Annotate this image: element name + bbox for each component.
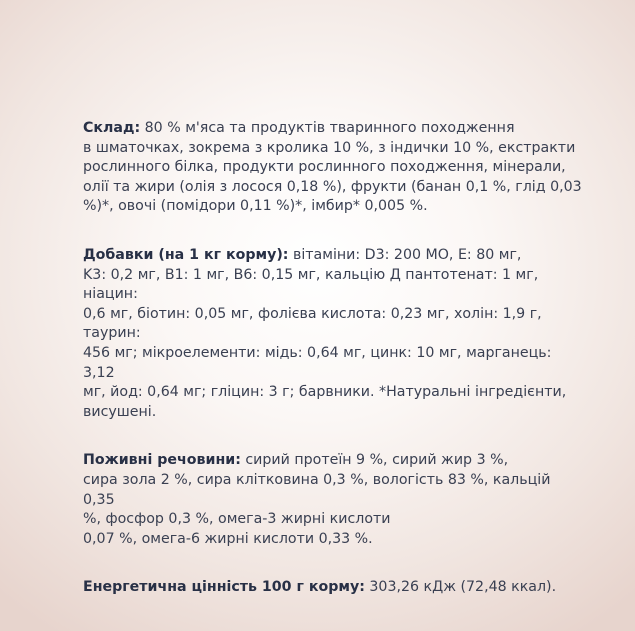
composition-line: в шматочках, зокрема з кролика 10 %, з індички 10 %, екстракти [83, 139, 576, 156]
composition-line: %)*, овочі (помідори 0,11 %)*, імбир* 0,005 %. [83, 198, 428, 215]
composition-text-block [83, 119, 583, 627]
additives-line: 0,6 мг, біотин: 0,05 мг, фолієва кислота: 0,23 мг, холін: 1,9 г, таурин: [83, 305, 542, 342]
nutrients-line: %, фосфор 0,3 %, омега-3 жирні кислоти [83, 511, 391, 528]
nutrients-line: сирий протеїн 9 %, сирий жир 3 %, [240, 452, 509, 469]
additives-line: мг, йод: 0,64 мг; гліцин: 3 г; барвники. *Натуральні інгредієнти, [83, 384, 567, 401]
energy-value: 303,26 кДж (72,48 ккал). [364, 579, 557, 596]
nutrients-section [83, 451, 583, 549]
composition-line: рослинного білка, продукти рослинного походження, мінерали, [83, 159, 566, 176]
composition-line: олії та жири (олія з лосося 0,18 %), фрукти (банан 0,1 %, глід 0,03 [83, 178, 582, 195]
additives-section [83, 246, 583, 422]
additives-line: 456 мг; мікроелементи: мідь: 0,64 мг, цинк: 10 мг, марганець: 3,12 [83, 344, 552, 381]
additives-heading: Добавки (на 1 кг корму): [83, 246, 289, 263]
energy-section [83, 578, 583, 598]
composition-heading: Склад: [83, 120, 141, 136]
nutrients-line: 0,07 %, омега-6 жирні кислоти 0,33 %. [83, 530, 373, 547]
additives-line: K3: 0,2 мг, B1: 1 мг, B6: 0,15 мг, кальцію Д пантотенат: 1 мг, ніацин: [83, 266, 539, 303]
additives-line: висушені. [83, 403, 157, 420]
composition-line: 80 % м'яса та продуктів тваринного походження [140, 120, 515, 136]
additives-line: вітаміни: D3: 200 МО, E: 80 мг, [288, 246, 522, 263]
composition-section [83, 119, 583, 217]
energy-heading: Енергетична цінність 100 г корму: [83, 579, 365, 596]
nutrients-heading: Поживні речовини: [83, 452, 241, 469]
nutrients-line: сира зола 2 %, сира клітковина 0,3 %, вологість 83 %, кальцій 0,35 [83, 471, 551, 508]
